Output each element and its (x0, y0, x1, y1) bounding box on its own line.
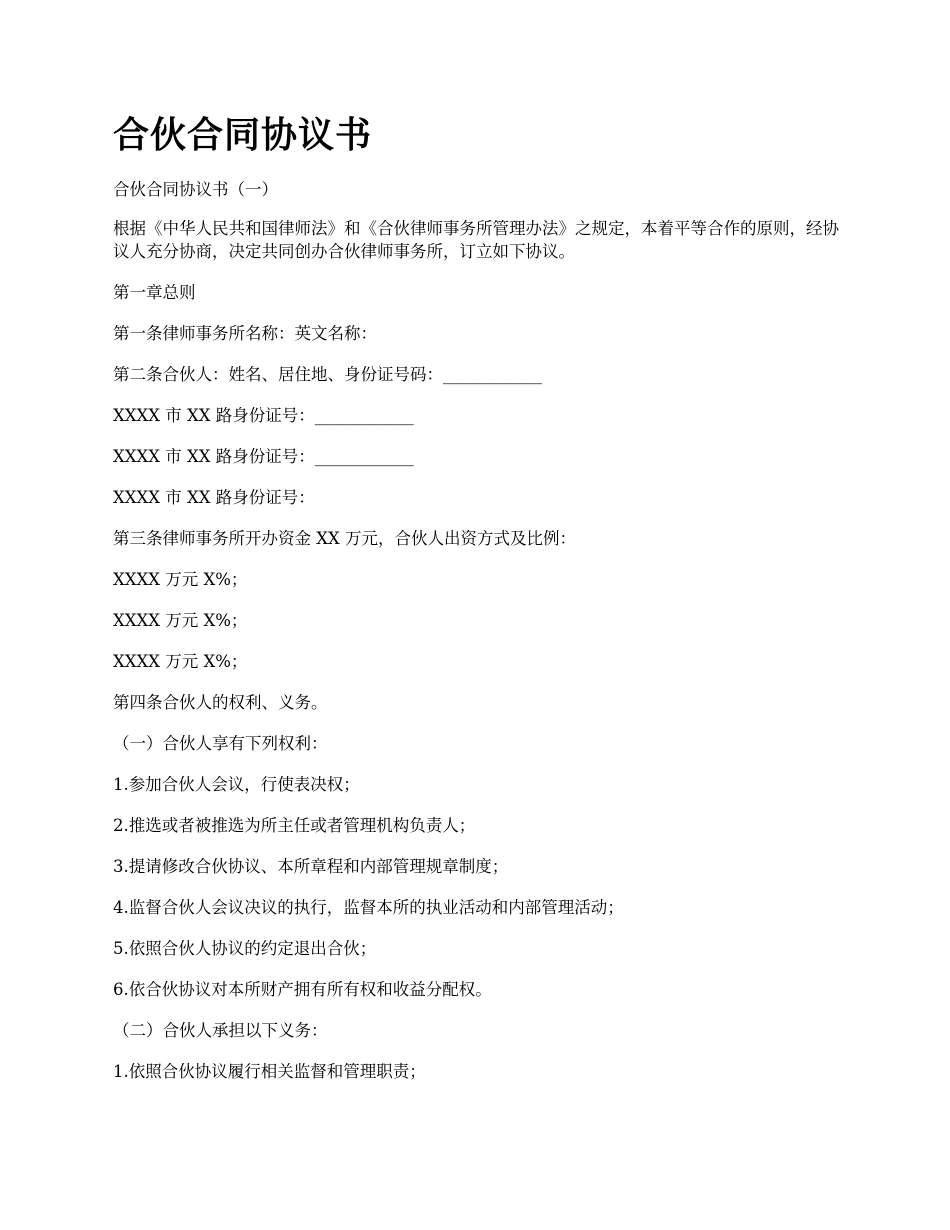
partner-line-1: XXXX 市 XX 路身份证号：____________ (113, 406, 414, 425)
article-1: 第一条律师事务所名称：英文名称： (113, 324, 377, 343)
document-title: 合伙合同协议书 (113, 115, 373, 156)
intro-paragraph: 根据《中华人民共和国律师法》和《合伙律师事务所管理办法》之规定，本着平等合作的原则，经协议人充分协商，决定共同创办合伙律师事务所，订立如下协议。 (113, 219, 839, 261)
rights-item-1: 1.参加合伙人会议，行使表决权； (113, 775, 360, 794)
rights-item-4: 4.监督合伙人会议决议的执行，监督本所的执业活动和内部管理活动； (113, 898, 624, 917)
chapter-heading: 第一章总则 (113, 283, 196, 302)
article-4: 第四条合伙人的权利、义务。 (113, 693, 328, 712)
capital-line-1: XXXX 万元 X%； (113, 570, 248, 589)
duties-heading: （二）合伙人承担以下义务： (113, 1021, 328, 1040)
partner-line-3: XXXX 市 XX 路身份证号： (113, 488, 315, 507)
document-page (113, 112, 843, 1101)
partner-line-2: XXXX 市 XX 路身份证号：____________ (113, 447, 414, 466)
article-3: 第三条律师事务所开办资金 XX 万元，合伙人出资方式及比例： (113, 529, 576, 548)
capital-line-3: XXXX 万元 X%； (113, 652, 248, 671)
duties-item-1: 1.依照合伙协议履行相关监督和管理职责； (113, 1062, 426, 1081)
capital-line-2: XXXX 万元 X%； (113, 611, 248, 630)
article-2: 第二条合伙人：姓名、居住地、身份证号码：____________ (113, 365, 542, 384)
rights-item-3: 3.提请修改合伙协议、本所章程和内部管理规章制度； (113, 857, 509, 876)
rights-heading: （一）合伙人享有下列权利： (113, 734, 328, 753)
rights-item-2: 2.推选或者被推选为所主任或者管理机构负责人； (113, 816, 476, 835)
rights-item-5: 5.依照合伙人协议的约定退出合伙； (113, 939, 377, 958)
rights-item-6: 6.依合伙协议对本所财产拥有所有权和收益分配权。 (113, 980, 492, 999)
subtitle-paragraph: 合伙合同协议书（一） (113, 180, 278, 199)
